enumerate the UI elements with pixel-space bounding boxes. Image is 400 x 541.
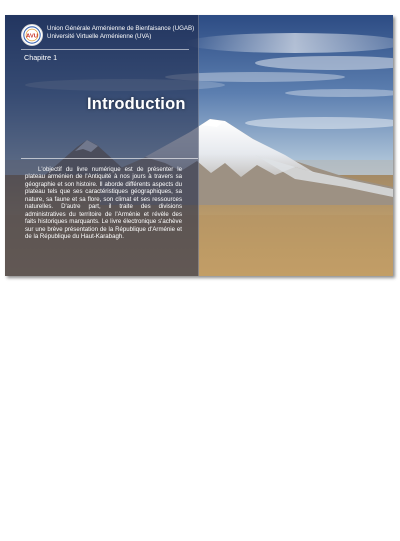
svg-text:AVU: AVU (26, 33, 38, 40)
avu-logo (21, 24, 43, 46)
book-cover (5, 15, 393, 276)
page-title: Introduction (87, 95, 186, 113)
intro-paragraph: L'objectif du livre numérique est de présenter le plateau arménien de l'Antiquité à nos jours à travers sa géographie et son histoire. Il aborde différents aspects du plateau tels que ses caractéristiques géographiques, sa nature, sa faune et sa flore, son climat et ses ressources naturelles. D'autre part, il traite des divisions administratives du territoire de l'Arménie et révèle des faits historiques marquants. Le livre électronique s'achève sur une brève présentation de la République d'Arménie et de la République du Haut-Karabagh. (25, 166, 182, 241)
org-line-ugab: Union Générale Arménienne de Bienfaisance (UGAB) (47, 25, 195, 32)
intro-panel (5, 15, 199, 276)
avu-logo-icon (22, 25, 42, 45)
organization-name (47, 25, 197, 41)
chapter-label: Chapitre 1 (24, 53, 58, 62)
title-divider (21, 158, 198, 159)
org-line-uva: Université Virtuelle Arménienne (UVA) (47, 33, 152, 40)
header-divider (21, 49, 189, 50)
